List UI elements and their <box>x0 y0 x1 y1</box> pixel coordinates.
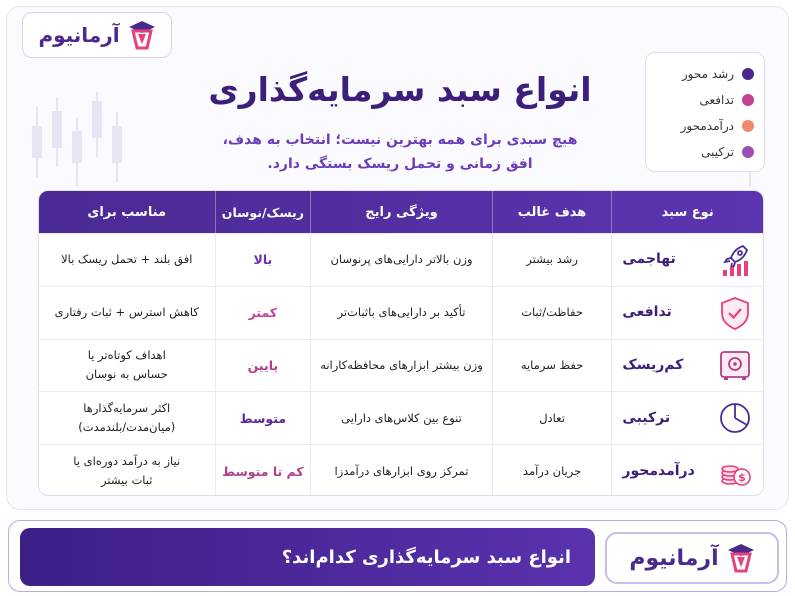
legend-dot-icon <box>742 146 754 158</box>
page-title: انواع سبد سرمایه‌گذاری <box>208 70 592 109</box>
table-row <box>39 233 763 286</box>
cell-fit <box>39 392 215 444</box>
legend-dot-icon <box>742 94 754 106</box>
rocket-chart-icon <box>717 242 753 278</box>
cell-type <box>611 340 763 392</box>
header-type: نوع سبد <box>611 191 763 233</box>
fit-line-1: نیاز به درآمد دوره‌ای یا <box>73 454 181 469</box>
cell-risk: متوسط <box>215 392 311 444</box>
svg-text:$: $ <box>738 471 746 485</box>
cell-fit <box>39 234 215 286</box>
legend-label: ترکیبی <box>701 145 734 159</box>
header-risk: ریسک/نوسان <box>215 191 311 233</box>
fit-line-1: اکثر سرمایه‌گذارها <box>83 401 171 416</box>
cell-fit <box>39 445 215 496</box>
brand-name-bottom: آرمانیوم <box>629 545 719 571</box>
cell-goal: حفاظت/ثبات <box>492 287 612 339</box>
cell-goal: رشد بیشتر <box>492 234 612 286</box>
header-feature: ویژگی رایج <box>310 191 491 233</box>
safe-icon <box>717 347 753 383</box>
portfolio-table <box>38 190 764 496</box>
cell-goal: حفظ سرمایه <box>492 340 612 392</box>
cell-type <box>611 392 763 444</box>
table-row <box>39 286 763 339</box>
cell-type <box>611 287 763 339</box>
cell-risk: کم تا متوسط <box>215 445 311 496</box>
cell-type <box>611 234 763 286</box>
legend-label: درآمدمحور <box>680 119 734 133</box>
cell-feature: تمرکز روی ابزارهای درآمدزا <box>310 445 491 496</box>
fit-line-1: اهداف کوتاه‌تر یا <box>87 348 166 363</box>
fit-line-2: حساس به نوسان <box>85 367 168 382</box>
type-name: درآمدمحور <box>622 462 695 479</box>
cell-feature: تنوع بین کلاس‌های دارایی <box>310 392 491 444</box>
cell-fit <box>39 287 215 339</box>
header-fit: مناسب برای <box>87 204 167 220</box>
cell-feature: تأکید بر دارایی‌های باثبات‌تر <box>310 287 491 339</box>
fit-line-1: کاهش استرس + ثبات رفتاری <box>54 305 199 320</box>
legend-item <box>656 113 754 139</box>
fit-line-1: افق بلند + تحمل ریسک بالا <box>61 252 193 267</box>
brand-mark-icon <box>727 543 755 573</box>
legend-item <box>656 61 754 87</box>
brand-mark-icon <box>128 20 156 50</box>
table-row <box>39 391 763 444</box>
cell-feature: وزن بالاتر دارایی‌های پرنوسان <box>310 234 491 286</box>
header-goal: هدف غالب <box>492 191 612 233</box>
cell-goal: جریان درآمد <box>492 445 612 496</box>
cell-risk: کمتر <box>215 287 311 339</box>
page-subtitle <box>190 128 610 176</box>
shield-check-icon <box>717 295 753 331</box>
table-row <box>39 339 763 392</box>
pie-chart-icon <box>717 400 753 436</box>
fit-line-2: ثبات بیشتر <box>101 473 153 488</box>
brand-logo[interactable] <box>22 12 172 58</box>
coins-icon <box>717 453 753 489</box>
legend-label: تدافعی <box>699 93 734 107</box>
subtitle-line-1: هیچ سبدی برای همه بهترین نیست؛ انتخاب به هدف، <box>222 132 578 148</box>
banner-text: انواع سبد سرمایه‌گذاری کدام‌اند؟ <box>281 546 571 568</box>
legend-item <box>656 139 754 165</box>
type-name: کم‌ریسک <box>622 356 684 373</box>
legend-dot-icon <box>742 68 754 80</box>
cell-risk: پایین <box>215 340 311 392</box>
subtitle-line-2: افق زمانی و تحمل ریسک بستگی دارد. <box>267 156 533 172</box>
background-candles-decoration <box>27 87 137 197</box>
table-header <box>39 191 763 233</box>
table-row <box>39 444 763 496</box>
type-name: تدافعی <box>622 304 672 321</box>
brand-logo-bottom[interactable] <box>605 532 779 584</box>
legend <box>645 52 765 172</box>
legend-item <box>656 87 754 113</box>
legend-label: رشد محور <box>681 67 734 81</box>
fit-line-2: (میان‌مدت/بلندمدت) <box>78 420 176 435</box>
cell-risk: بالا <box>215 234 311 286</box>
table-body <box>39 233 763 496</box>
type-name: تهاجمی <box>622 251 676 268</box>
type-name: ترکیبی <box>622 409 671 426</box>
cell-fit <box>39 340 215 392</box>
cell-feature: وزن بیشتر ابزارهای محافظه‌کارانه <box>310 340 491 392</box>
cell-type <box>611 445 763 496</box>
brand-name: آرمانیوم <box>38 23 120 47</box>
cell-goal: تعادل <box>492 392 612 444</box>
bottom-banner <box>20 528 595 586</box>
legend-dot-icon <box>742 120 754 132</box>
